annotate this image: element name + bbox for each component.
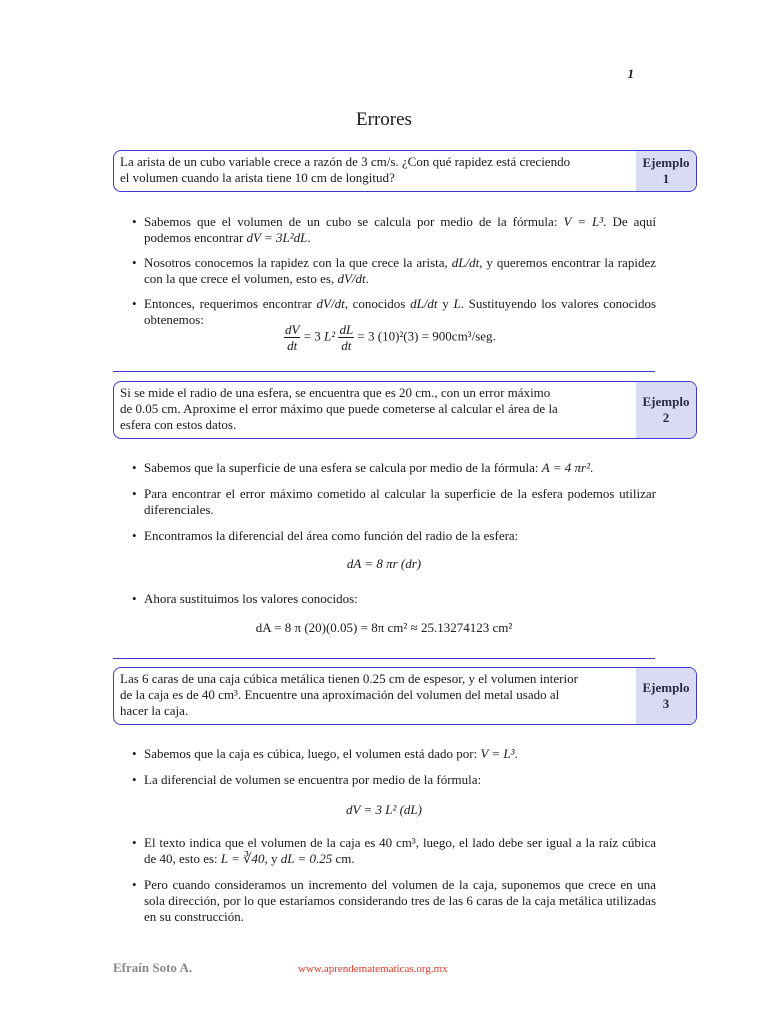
statement-line: de 0.05 cm. Aproxime el error máximo que puede cometerse al calcular el área de la — [120, 401, 558, 416]
text: Para encontrar el error máximo cometido al calcular la superficie de la esfera podemos utilizar diferenciales. — [144, 486, 656, 517]
statement-line: de la caja es de 40 cm³. Encuentre una aproximación del volumen del metal usado al — [120, 687, 560, 702]
list-item — [120, 746, 656, 762]
text: , y — [264, 851, 281, 866]
example-tag — [636, 151, 696, 191]
text: y — [437, 296, 454, 311]
text: . — [590, 460, 594, 475]
list-item — [120, 772, 656, 788]
bullet-list — [120, 746, 656, 788]
example-number: 1 — [662, 171, 670, 186]
frac-den: dt — [287, 338, 298, 353]
example-tag — [636, 382, 696, 438]
example-label: Ejemplo — [642, 680, 690, 695]
text: Encontramos la diferencial del área como función del radio de la esfera: — [144, 528, 519, 543]
list-item — [120, 877, 656, 925]
example-box-2 — [113, 381, 697, 439]
math: dV = 3L²dL — [246, 230, 308, 245]
text: . — [307, 230, 311, 245]
math: L² — [324, 328, 336, 344]
text: . — [514, 746, 518, 761]
list-item — [120, 214, 656, 246]
text: Ahora sustituimos los valores conocidos: — [144, 591, 358, 606]
example-statement — [120, 154, 628, 186]
math: L = ∛40 — [220, 851, 265, 866]
list-item — [120, 835, 656, 867]
eq-part: = 3 — [300, 328, 325, 344]
example-number: 2 — [662, 410, 670, 425]
list-item — [120, 255, 656, 287]
page-title: Errores — [356, 109, 412, 130]
statement-line: esfera con estos datos. — [120, 417, 237, 432]
equation-2b: dA = 8 π (20)(0.05) = 8π cm² ≈ 25.13274123 cm² — [255, 620, 513, 635]
frac-den: dt — [341, 338, 352, 353]
equation-1 — [284, 322, 496, 353]
page-number: 1 — [627, 66, 634, 81]
statement-line: La arista de un cubo variable crece a razón de 3 cm/s. ¿Con qué rapidez está creciendo — [120, 154, 571, 169]
text: Pero cuando consideramos un incremento del volumen de la caja, suponemos que crece en una sola dirección, por lo que estaríamos considerando tres de las 6 caras de la caja metálica utilizadas en su construcción. — [144, 877, 656, 924]
equation-3a: dV = 3 L² (dL) — [346, 802, 422, 817]
list-item — [120, 460, 656, 476]
statement-line: Si se mide el radio de una esfera, se encuentra que es 20 cm., con un error máximo — [120, 385, 551, 400]
list-item — [120, 486, 656, 518]
math: V = L³ — [480, 746, 515, 761]
fraction — [284, 322, 300, 353]
text: . Sustituyendo los valores conocidos obtenemos: — [144, 296, 657, 327]
text: Sabemos que la superficie de una esfera se calcula por medio de la fórmula: — [144, 460, 542, 475]
bullet-list — [120, 591, 656, 607]
bullet-list — [120, 214, 656, 328]
section-divider — [113, 371, 655, 372]
text: El texto indica que el volumen de la caja es 40 cm³, luego, el lado debe ser igual a la raíz cúbica de 40, esto es: — [144, 835, 656, 866]
math: dL/dt — [410, 296, 438, 311]
text: , y queremos encontrar la rapidez con la que crece el volumen, esto es, — [144, 255, 656, 286]
frac-num: dL — [339, 322, 354, 337]
example-label: Ejemplo — [642, 394, 690, 409]
frac-num: dV — [285, 322, 300, 337]
math: dL = 0.25 — [280, 851, 333, 866]
math: dV/dt — [316, 296, 345, 311]
example-box-3 — [113, 667, 697, 725]
text: Nosotros conocemos la rapidez con la que crece la arista, — [144, 255, 452, 270]
example-statement — [120, 385, 628, 433]
text: La diferencial de volumen se encuentra por medio de la fórmula: — [144, 772, 482, 787]
example-tag — [636, 668, 696, 724]
math: A = 4 πr² — [541, 460, 590, 475]
example-label: Ejemplo — [642, 155, 690, 170]
example-statement — [120, 671, 628, 719]
fraction — [338, 322, 354, 353]
bullet-list — [120, 835, 656, 925]
text: . — [365, 271, 369, 286]
text: cm. — [332, 851, 355, 866]
section-divider — [113, 658, 655, 659]
math: dL/dt — [451, 255, 480, 270]
text: Entonces, requerimos encontrar — [144, 296, 317, 311]
list-item — [120, 591, 656, 607]
math: L — [453, 296, 461, 311]
statement-line: el volumen cuando la arista tiene 10 cm de longitud? — [120, 170, 395, 185]
equation-2a: dA = 8 πr (dr) — [346, 556, 422, 571]
text: Sabemos que la caja es cúbica, luego, el volumen está dado por: — [144, 746, 481, 761]
math: V = L³ — [563, 214, 604, 229]
statement-line: Las 6 caras de una caja cúbica metálica tienen 0.25 cm de espesor, y el volumen interior — [120, 671, 578, 686]
example-number: 3 — [662, 696, 670, 711]
statement-line: hacer la caja. — [120, 703, 189, 718]
bullet-list — [120, 460, 656, 544]
list-item — [120, 528, 656, 544]
footer-url[interactable]: www.aprendematematicas.org.mx — [298, 963, 448, 975]
text: Sabemos que el volumen de un cubo se calcula por medio de la fórmula: — [144, 214, 564, 229]
footer-author: Efraín Soto A. — [113, 960, 193, 975]
eq-part: = 3 (10)²(3) = 900cm³/seg. — [354, 328, 496, 344]
text: , conocidos — [344, 296, 411, 311]
text: . De aquí podemos encontrar — [144, 214, 657, 245]
math: dV/dt — [337, 271, 366, 286]
example-box-1 — [113, 150, 697, 192]
